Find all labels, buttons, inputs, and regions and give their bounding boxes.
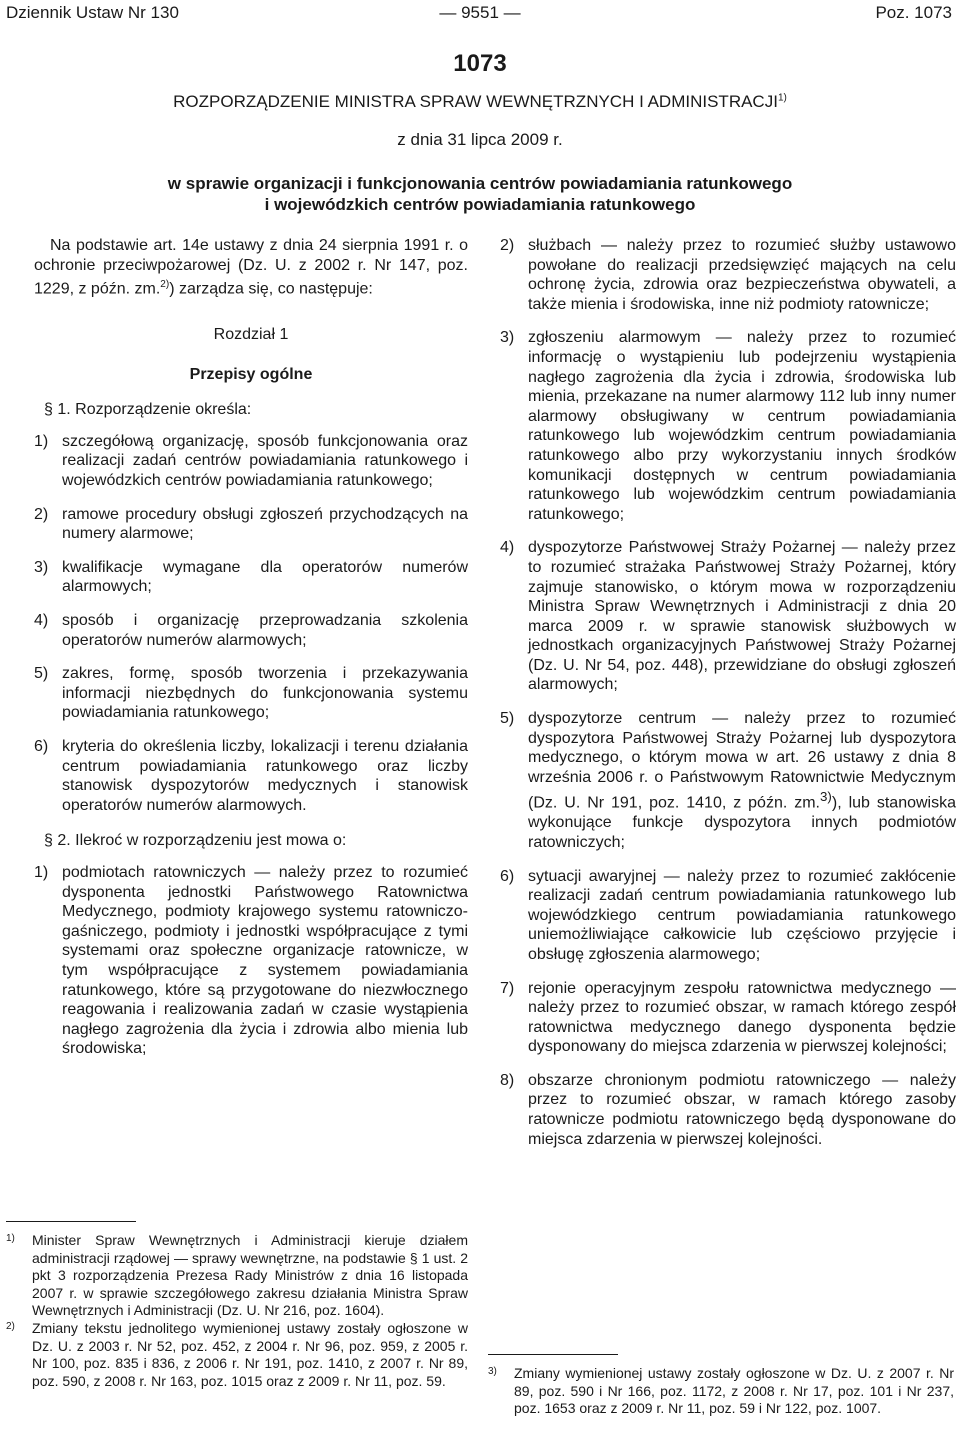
footnotes-right	[488, 1354, 954, 1418]
position-number: Poz. 1073	[875, 3, 952, 22]
item-number: 4)	[34, 612, 49, 630]
act-title	[0, 92, 960, 112]
list-item	[34, 558, 468, 597]
footnote-separator	[6, 1221, 136, 1222]
chapter-title: Przepisy ogólne	[189, 365, 313, 383]
item-number: 2)	[34, 505, 49, 523]
item-text: sytuacji awaryjnej — należy przez to rozumieć zakłócenie realizacji zadań centrum powiadamiania ratunkowego lub wojewódzkiego centrum powiadamiania ratunkowego uniemożliwiające całkowicie lub częściowo przyjęcie i obsługę zgłoszenia alarmowego;	[528, 867, 956, 963]
item-text: kryteria do określenia liczby, lokalizacji i terenu działania centrum powiadamiania ratunkowego oraz liczby stanowisk dyspozytorów medycznych i stanowisk operatorów numerów alarmowych.	[62, 738, 468, 814]
list-item	[500, 867, 956, 965]
item-number: 8)	[500, 1071, 515, 1089]
footnote-text: Minister Spraw Wewnętrznych i Administracji kieruje działem administracji rządowej — sprawy wewnętrzne, na podstawie § 1 ust. 2 pkt 3 rozporządzenia Prezesa Rady Ministrów z dnia 16 listopada 2007 r. w sprawie szczegółowego zakresu działania Ministra Spraw Wewnętrznych i Administracji (Dz. U. Nr 216, poz. 1604).	[32, 1232, 468, 1319]
act-title-text: ROZPORZĄDZENIE MINISTRA SPRAW WEWNĘTRZNYCH I ADMINISTRACJI	[173, 92, 778, 111]
legal-basis-text: ) zarządza się, co następuje:	[169, 280, 373, 298]
item-text: dyspozytorze centrum — należy przez to rozumieć dyspozytora Państwowej Straży Pożarnej lub dyspozytora medycznego, o którym mowa w art. 26 ustawy z dnia 8 września 2006 r. o Państwowym Ratownictwie Medycznym (Dz. U. Nr 191, poz. 1410, z późn. zm.	[528, 710, 956, 812]
item-text: sposób i organizację przeprowadzania szkolenia operatorów numerów alarmowych;	[62, 612, 468, 649]
footnote-text: Zmiany wymienionej ustawy zostały ogłoszone w Dz. U. z 2007 r. Nr 89, poz. 590 i Nr 166, poz. 1172, z 2008 r. Nr 17, poz. 101 i Nr 237, poz. 1653 oraz z 2009 r. Nr 11, poz. 59 i Nr 122, poz. 1007.	[514, 1365, 954, 1417]
act-subject-line: w sprawie organizacji i funkcjonowania centrów powiadamiania ratunkowego	[167, 174, 793, 193]
list-item	[500, 709, 956, 852]
legal-basis-text: Na podstawie art. 14e ustawy z dnia 24 sierpnia 1991 r. o ochronie przeciwpożarowej (Dz. U. z 2002 r. Nr 147, poz. 1229, z późn. zm.	[34, 237, 468, 298]
list-item	[34, 611, 468, 650]
list-item	[500, 328, 956, 524]
item-text: kwalifikacje wymagane dla operatorów numerów alarmowych;	[62, 558, 468, 596]
item-text: obszarze chronionym podmiotu ratowniczego — należy przez to rozumieć obszar, w ramach którego zasoby ratownicze podmiotu ratowniczego będą dysponowane do miejsca zdarzenia w pierwszej kolejności.	[528, 1071, 956, 1148]
item-number: 1)	[34, 863, 49, 881]
item-text: służbach — należy przez to rozumieć służby ustawowo powołane do realizacji przedsięwzięć mających na celu ochronę życia, zdrowia oraz bezpieczeństwa obywateli, a także mienia i środowiska, inne niż podmioty ratownicze;	[528, 237, 956, 313]
item-number: 3)	[34, 558, 49, 576]
item-text: zgłoszeniu alarmowym — należy przez to rozumieć informację o wystąpieniu lub podejrzeniu wystąpienia nagłego zagrożenia dla życia i zdrowia, środowiska lub mienia, przekazane na numer alarmowy 112 lub inny numer alarmowy obsługiwany w centrum powiadamiania ratunkowego lub wojewódzkim centrum powiadamiania ratunkowego albo przy wykorzystaniu innych środków komunikacji dostępnych w centrum powiadamiania ratunkowego lub wojewódzkim centrum powiadamiania ratunkowego;	[528, 329, 956, 523]
page-number: — 9551 —	[439, 3, 521, 22]
list-item	[500, 979, 956, 1057]
item-text: podmiotach ratowniczych — należy przez to rozumieć dysponenta jednostki Państwowego Ratownictwa Medycznego, podmioty krajowego systemu ratowniczo-gaśniczego, podmioty i jednostki współpracujące z tymi systemami oraz społeczne organizacje ratownicze, w tym współpracujące z systemem powiadamiania ratunkowego, które są przygotowane do niezwłocznego reagowania i realizowania zadań w czasie wystąpienia nagłego zagrożenia dla życia i zdrowia albo mienia lub środowiska;	[62, 863, 468, 1058]
footnote-ref[interactable]: 2)	[160, 279, 170, 291]
left-column	[34, 236, 468, 1073]
list-item	[34, 863, 468, 1059]
item-number: 4)	[500, 539, 515, 557]
footnote-ref[interactable]: 1)	[777, 92, 787, 104]
footnote	[6, 1232, 468, 1320]
item-number: 5)	[34, 665, 49, 683]
footnote	[488, 1365, 954, 1418]
footnote-number: 2)	[6, 1320, 15, 1332]
act-subject	[0, 173, 960, 215]
item-number: 2)	[500, 237, 515, 254]
section-heading: § 1. Rozporządzenie określa:	[44, 401, 252, 419]
footnotes-left	[6, 1221, 468, 1390]
list-item	[34, 664, 468, 723]
item-text: szczegółową organizację, sposób funkcjonowania oraz realizacji zadań centrów powiadamiania ratunkowego i wojewódzkich centrów powiadamiania ratunkowego;	[62, 432, 468, 490]
right-column	[500, 236, 956, 1163]
section-heading: § 2. Ilekroć w rozporządzeniu jest mowa o:	[44, 832, 347, 850]
list-item	[34, 505, 468, 544]
act-date: z dnia 31 lipca 2009 r.	[397, 130, 563, 149]
act-number: 1073	[453, 50, 507, 77]
item-text: zakres, formę, sposób tworzenia i przekazywania informacji niezbędnych do funkcjonowania systemu powiadamiania ratunkowego;	[62, 665, 468, 722]
list-item	[500, 538, 956, 695]
item-text: dyspozytorze Państwowej Straży Pożarnej — należy przez to rozumieć strażaka Państwowej Straży Pożarnej, który zajmuje stanowisko, o którym mowa w rozporządzeniu Ministra Spraw Wewnętrznych i Administracji z dnia 20 marca 2009 r. w sprawie stanowisk służbowych w jednostkach organizacyjnych Państwowej Straży Pożarnej (Dz. U. Nr 54, poz. 448), przewidziane do obsługi zgłoszeń alarmowych;	[528, 539, 956, 694]
footnote-number: 3)	[488, 1366, 497, 1377]
item-text: rejonie operacyjnym zespołu ratownictwa medycznego — należy przez to rozumieć obszar, w ramach którego zespół ratownictwa medycznego danego dysponenta będzie dysponowany do miejsca zdarzenia w pierwszej kolejności;	[528, 979, 956, 1056]
journal-name: Dziennik Ustaw Nr 130	[6, 3, 179, 22]
footnote-number: 1)	[6, 1233, 15, 1244]
item-number: 7)	[500, 979, 515, 997]
footnote-text: Zmiany tekstu jednolitego wymienionej ustawy zostały ogłoszone w Dz. U. z 2003 r. Nr 52, poz. 452, z 2004 r. Nr 96, poz. 959, z 2005 r. Nr 100, poz. 835 i 836, z 2006 r. Nr 191, poz. 1410, z 2007 r. Nr 89, poz. 590, z 2008 r. Nr 163, poz. 1015 oraz z 2009 r. Nr 11, poz. 59.	[32, 1319, 468, 1389]
item-text: ramowe procedury obsługi zgłoszeń przychodzących na numery alarmowe;	[62, 505, 468, 543]
item-number: 6)	[500, 867, 515, 885]
list-item	[500, 1071, 956, 1149]
item-number: 1)	[34, 432, 49, 450]
list-item	[34, 737, 468, 815]
footnote-ref[interactable]: 3)	[820, 789, 832, 805]
item-number: 6)	[34, 738, 49, 756]
list-item	[34, 432, 468, 491]
list-item	[500, 236, 956, 314]
item-number: 5)	[500, 710, 515, 728]
item-number: 3)	[500, 329, 515, 347]
footnote	[6, 1320, 468, 1390]
footnote-separator	[488, 1354, 618, 1355]
legal-basis	[34, 236, 468, 299]
chapter-heading: Rozdział 1	[213, 326, 289, 344]
item-text: ), lub stanowiska wykonujące funkcje dyspozytora innych podmiotów ratowniczych;	[528, 794, 956, 851]
act-subject-line: i wojewódzkich centrów powiadamiania ratunkowego	[264, 195, 696, 214]
